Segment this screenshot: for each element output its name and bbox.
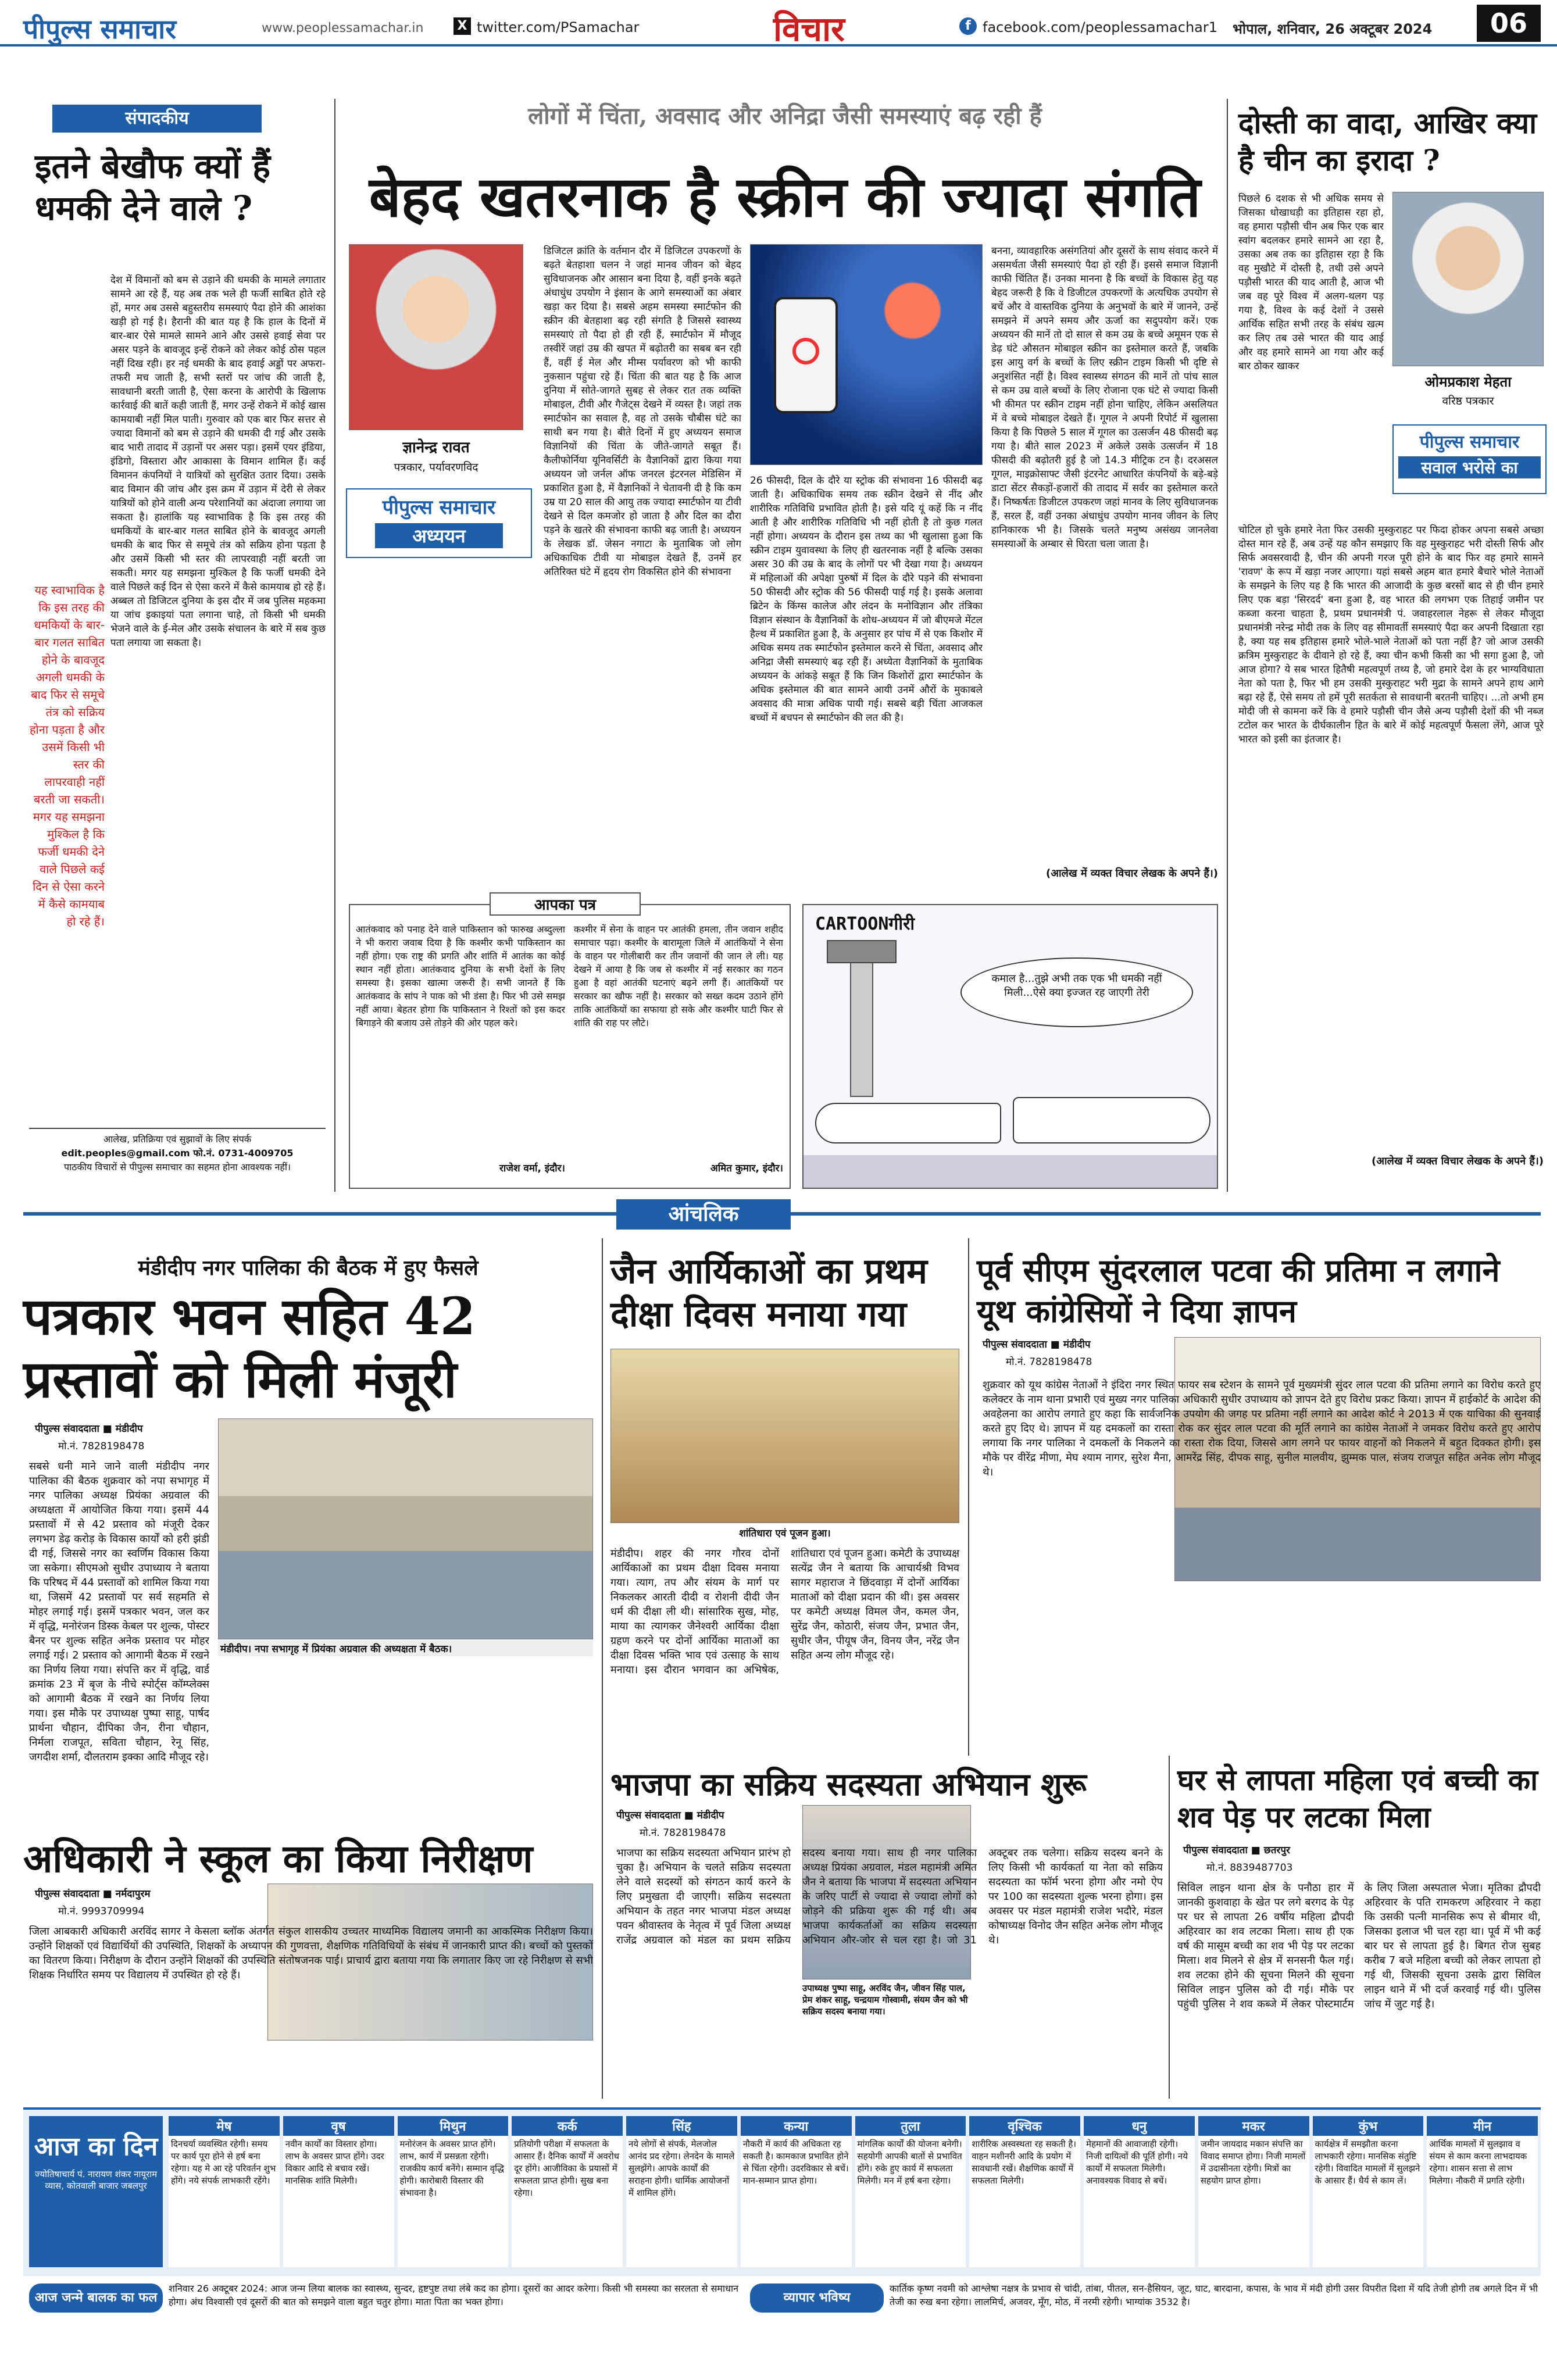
rashi-name: सिंह <box>626 2116 737 2136</box>
lead-column-2: 26 फीसदी, दिल के दौरे या स्ट्रोक की संभावना 16 फीसदी बढ़ जाती है। अधिकाधिक समय तक स्क्रीन देखने से नींद और शारीरिक गतिविधि प्रभावित होती है। इसे यदि यूं कहें कि न नींद आती है और शारीरिक गतिविधि भी नहीं होती है तो कुछ गलत नहीं होगा। अध्ययन के दौरान इस तथ्य का भी खुलासा हुआ कि स्क्रीन टाइम युवावस्था के लिए ही खतरनाक नहीं है बल्कि उसका असर 30 की उम्र के बाद के लोगों पर भी देखा गया है। अध्ययन में महिलाओं की अपेक्षा पुरुषों में दिल के दौरे पड़ने की संभावना 50 फीसदी और स्ट्रोक की 56 फीसदी पाई गई है। इसके अलावा ब्रिटेन के किंग्स कालेज और लंदन के मनोविज्ञान और तंत्रिका विज्ञान संस्थान के वैज्ञानिकों के शोध-अध्ययन में जो बीएमजे मेंटल हैल्थ में प्रकाशित हुआ है, के अनुसार हर पांच में से एक किशोर में अधिक समय तक स्मार्टफोन इस्तेमाल करने से चिंता, अवसाद और अनिद्रा जैसी समस्याएं बढ़ रही हैं। अध्येता वैज्ञानिकों के मुताबिक अध्ययन के आंकड़े सबूत हैं कि जिन किशोरों द्वारा स्मार्टफोन के अधिक इस्तेमाल की बात सामने आयी उनमें औरों के मुकाबले अवसाद की मात्रा अधिक पायी गई। सबसे बड़ी चिंता आजकल बच्चों में बचपन से स्मार्टफोन की लत की है। <box>750 475 983 724</box>
rashi-name: मिथुन <box>398 2116 509 2136</box>
author-role: पत्रकार, पर्यावरणविद <box>394 461 478 474</box>
rashi-text: दिनचर्या व्यवस्थित रहेगी। समय पर कार्य पूरा होने से हर्ष बना रहेगा। यह मे आ रहे परिवर्तन शुभ होंगे। नये संपर्क लाभकारी रहेंगे। <box>171 2139 276 2186</box>
rashi-text: जमीन जायदाद मकान संपत्ति का विवाद समाप्त होगा। निजी मामलों में उदासीनता रहेगी। मित्रों का सहयोग प्राप्त होगा। <box>1200 2139 1306 2186</box>
rashi-scorpio <box>969 2116 1080 2267</box>
story1-photo <box>218 1418 593 1639</box>
rashi-text: प्रतियोगी परीक्षा में सफलता के आसार हैं। दैनिक कार्यों में अवरोध दूर होंगे। आजीविका के प्रयासों में सफलता प्राप्त होगी। सुख बना रहेगा। <box>514 2139 619 2198</box>
contact-line-3: पाठकीय विचारों से पीपुल्स समाचार का सहमत होना आवश्यक नहीं। <box>63 1162 291 1173</box>
horoscope-grid <box>169 2116 1538 2267</box>
rashi-name: कन्या <box>741 2116 852 2136</box>
section-title: विचार <box>773 9 845 49</box>
story5-caption: उपाध्यक्ष पुष्पा साहू, अरविंद जैन, जीवन सिंह पाल, प्रेम शंकर साहू, चन्द्रयाम गोस्वामी, संयम जैन को भी सक्रिय सदस्य बनाया गया। <box>802 1983 968 2017</box>
rashi-text: आर्थिक मामलों में सुलझाव व संयम से काम करना लाभदायक रहेगा। शासन सत्ता से लाभ मिलेगा। नौकरी में प्रगति रहेगी। <box>1429 2139 1527 2186</box>
rashi-text: मांगलिक कार्यों की योजना बनेगी। सहयोगी आपकी बातों से प्रभावित होंगे। रुके हुए कार्य में सफलता मिलेगी। मन में हर्ष बना रहेगा। <box>857 2139 962 2186</box>
rashi-capricorn <box>1198 2116 1309 2267</box>
rashi-name: वृश्चिक <box>969 2116 1080 2136</box>
rashi-cancer <box>512 2116 623 2267</box>
story5-headline: भाजपा का सक्रिय सदस्यता अभियान शुरू <box>610 1766 1087 1803</box>
story1-kicker: मंडीदीप नगर पालिका की बैठक में हुए फैसले <box>138 1256 478 1280</box>
study-tag-box <box>346 488 532 558</box>
story2-photo <box>610 1349 959 1523</box>
rashi-name: वृष <box>283 2116 394 2136</box>
letter-1: आतंकवाद को पनाह देने वाले पाकिस्तान को फारुख अब्दुल्ला ने भी करारा जवाब दिया है कि कश्मीर कभी पाकिस्तान का नहीं होगा। एक राष्ट्र की प्रगति और शांति में आतंक का कोई स्थान नहीं होता। आतंकवाद दुनिया के सभी देशों के लिए समस्या है। इसका खात्मा जरूरी है। सभी जानते हैं कि आतंकवाद के सांप ने पाक को भी डंसा है। फिर भी उसे समझ नहीं आया। बेहतर होगा कि पाकिस्तान ने रिश्तों को इस कदर बिगाड़ने की बजाय उसे तोड़ने की ओर पहल करे। <box>356 924 565 1028</box>
horoscope-title: आज का दिन <box>34 2132 158 2161</box>
rashi-text: कार्यक्षेत्र में समझौता करना लाभकारी रहेगा। मानसिक संतुष्टि रहेगी। विवादित मामलों में सुलझने के आसार हैं। धैर्य से काम लें। <box>1315 2139 1420 2186</box>
story1-body: सबसे धनी माने जाने वाली मंडीदीप नगर पालिका की बैठक शुक्रवार को नपा सभागृह में नगर पालिका अध्यक्ष प्रियंका अग्रवाल की अध्यक्षता में आयोजित किया गया। इसमें 44 प्रस्तावों में से 42 प्रस्ताव को मंजूरी देकर लगभग डेढ़ करोड़ के विकास कार्यों को हरी झंडी दी गई, जिससे नगर का स्वर्णिम विकास किया जा सकेगा। सीएमओ सुधीर उपाध्याय ने बताया कि परिषद में 44 प्रस्तावों को शामिल किया गया था, जिसमें 42 प्रस्तावों पर सर्व सहमति से मोहर लगाई गई। इसमें पत्रकार भवन, जल कर में वृद्धि, मनोरंजन डिस्क केबल पर शुल्क, पोस्टर बैनर पर शुल्क सहित अनेक प्रस्ताव पर मोहर लगाई गई। 2 प्रस्ताव को आगामी बैठक में रखने का निर्णय लिया गया। संपत्ति कर में वृद्धि, वार्ड क्रमांक 23 में बृज के नीचे स्पोर्ट्स कॉम्प्लेक्स को आगामी बैठक में रखने का निर्णय लिया गया। इस मौके पर उपाध्यक्ष पुष्पा साहू, पार्षद प्रार्थना चौहान, दीपिका जैन, रीना चौहान, निर्मला राजपूत, सविता चौहान, रेनू सिंह, जगदीश शर्मा, दौलतराम इक्का आदि मौजूद रहे। <box>29 1460 209 1763</box>
lead-disclaimer: (आलेख में व्यक्त विचार लेखक के अपने हैं।) <box>1046 867 1218 880</box>
story3-byline: पीपुल्स संवाददाता ■ मंडीदीप <box>983 1339 1091 1350</box>
contact-line-1: आलेख, प्रतिक्रिया एवं सुझावों के लिए संपर्क <box>103 1134 252 1145</box>
control-tower <box>850 952 873 1097</box>
story4-phone: मो.नं. 9993709994 <box>58 1906 145 1917</box>
story4-byline: पीपुल्स संवाददाता ■ नर्मदापुरम <box>35 1888 151 1900</box>
story1-phone: मो.नं. 7828198478 <box>58 1441 145 1452</box>
rashi-name: मेष <box>169 2116 280 2136</box>
question-tag-box <box>1392 424 1547 494</box>
letters-box <box>349 896 791 1189</box>
story1-caption: मंडीदीप। नपा सभागृह में प्रियंका अग्रवाल की अध्यक्षता में बैठक। <box>218 1641 593 1656</box>
right-headline: दोस्ती का वादा, आखिर क्या है चीन का इरादा ? <box>1238 106 1537 177</box>
right-author-name: ओमप्रकाश मेहता <box>1424 374 1512 390</box>
x-icon: X <box>453 17 471 35</box>
story2-body: मंडीदीप। शहर की नगर गौरव दोनों आर्यिकाओं का प्रथम दीक्षा दिवस मनाया गया। त्याग, तप और संयम के मार्ग पर निकलकर आरती दीदी व रोशनी दीदी जैन धर्म की दीक्षा ली थी। सांसारिक सुख, मोह, माया का त्यागकर जैनेश्वरी आर्यिका दीक्षा ग्रहण करने पर दोनों आर्यिका माताओं का दीक्षा दिवस भक्ति भाव एवं उत्साह के साथ मनाया। इस दौरान भगवान का अभिषेक, शांतिधारा एवं पूजन हुआ। कमेटी के उपाध्यक्ष सत्येंद्र जैन ने बताया कि आचार्यश्री विभव सागर महाराज ने छिंदवाड़ा में दोनों आर्यिका माताओं को दीक्षा प्रदान की थी। इस अवसर पर कमेटी अध्यक्ष विमल जैन, कमल जैन, सुरेंद्र जैन, कोठारी, संजय जैन, प्रभात जैन, सुधीर जैन, पीयूष जैन, विनय जैन, नरेंद्र जैन सहित अन्य लोग मौजूद रहे। <box>610 1548 959 1676</box>
twitter-link[interactable]: twitter.com/PSamachar <box>477 19 640 35</box>
column-divider <box>602 1238 603 2099</box>
rashi-text: मेहमानों की आवाजाही रहेगी। निजी दायित्वों की पूर्ति होगी। नये कार्यों में सफलता मिलेगी। अनावश्यक विवाद से बचें। <box>1086 2139 1188 2186</box>
control-tower-top <box>827 940 897 963</box>
lead-kicker: लोगों में चिंता, अवसाद और अनिद्रा जैसी समस्याएं बढ़ रही हैं <box>528 102 1042 130</box>
rashi-pisces <box>1427 2116 1538 2267</box>
story6-byline: पीपुल्स संवाददाता ■ छतरपुर <box>1183 1845 1290 1856</box>
rashi-virgo <box>741 2116 852 2267</box>
rashi-name: कुंभ <box>1313 2116 1424 2136</box>
right-author-photo <box>1392 192 1544 366</box>
lead-column-1: डिजिटल क्रांति के वर्तमान दौर में डिजिटल उपकरणों के बढ़ते बेतहाशा चलन ने जहां मानव जीवन को बेहद सुविधाजनक और आसान बना दिया है, वहीं इनके बढ़ते अंधाधुंध उपयोग ने इंसान के आगे समस्याओं का अंबार खड़ा कर दिया है। सबसे अहम समस्या स्मार्टफोन की स्क्रीन की बेतहाशा बढ़ रही संगति है जिससे स्वास्थ्य समस्याएं तो पैदा हो ही रही हैं, स्मार्टफोन में मौजूद तस्वीरें जहां उम्र की खपत में बढ़ोतरी का सबब बन रही हैं, वहीं ई मेल और मीम्स पर्यावरण को भी काफी नुकसान पहुंचा रहे हैं। चिंता की बात यह है कि आज दुनिया में सोते-जागते सुबह से लेकर रात तक व्यक्ति मोबाइल, टीवी और गैजेट्स देखने में व्यस्त है। जहां तक स्मार्टफोन का सवाल है, वह तो उसके चौबीस घंटे का साथी बन गया है। बीते दिनों में हुए अध्ययन समाज विज्ञानियों की चिंता के जीते-जागते सबूत हैं। कैलीफोर्निया यूनिवर्सिटी के वैज्ञानिकों द्वारा किया गया अध्ययन जो जर्नल ऑफ जनरल इंटरनल मेडिसिन में प्रकाशित हुआ है, में वैज्ञानिकों ने चेतावनी दी है कि कम उम्र या 20 साल की आयु तक ज्यादा स्मार्टफोन या टीवी देखने से दिल कमजोर हो जाता है और दिल का दौरा पड़ने के खतरे की संभावना काफी बढ़ जाती है। अध्ययन के लेखक डॉ. जेसन नगाटा के मुताबिक जो लोग अधिकाधिक टीवी या मोबाइल देखते हैं, उनमें हर अतिरिक्त घंटे में हृदय रोग विकसित होने की संभावना <box>544 245 741 578</box>
right-disclaimer: (आलेख में व्यक्त विचार लेखक के अपने हैं।) <box>1372 1155 1544 1167</box>
question-tag-brand: पीपुल्स समाचार <box>1419 432 1520 452</box>
rashi-aries <box>169 2116 280 2267</box>
wifi-icon <box>792 338 819 364</box>
rashi-name: तुला <box>855 2116 966 2136</box>
letters-title: आपका पत्र <box>490 892 641 916</box>
rashi-text: नये लोगों से संपर्क, मेलजोल आनंद प्रद रहेगा। लेनदेन के मामले सुलझेंगे। आपके कार्यों की सराहना होगी। धार्मिक आयोजनों में शामिल होंगे। <box>628 2139 735 2198</box>
story2-caption: शांतिधारा एवं पूजन हुआ। <box>739 1528 831 1539</box>
cartoon-title: CARTOONगीरी <box>815 914 915 934</box>
facebook-icon: f <box>959 17 977 35</box>
right-body-2: चोटिल हो चुके हमारे नेता फिर उसकी मुस्कुराहट पर फिदा होकर अपना सबसे अच्छा दोस्त मान रहे हैं, अब उन्हें यह कौन समझाए कि वह मुस्कुराहट भरी दोस्ती सिर्फ और सिर्फ अवसरवादी है, चीन की अपनी गरज पूरी होने के बाद फिर वह हमारे सामने 'रावण' के रूप में खड़ा नजर आएगा। यहां सबसे अहम बात हमारे बैचारे भोले नेताओं के समझने के लिए यह है कि भारत की आजादी के कुछ बरसों बाद से ही चीन हमारे लिए एक बड़ा 'सिरदर्द' बना हुआ है, वह भारत की लगभग एक तिहाई जमीन पर कब्जा करना चाहता है, प्रथम प्रधानमंत्री पं. जवाहरलाल नेहरू से लेकर मौजूदा प्रधानमंत्री नरेन्द्र मोदी तक के लिए वह सीमावर्ती समस्याएं पैदा कर अपनी दिखाता रहा है, क्या यह सब इतिहास हमारे भोले-भाले नेताओं को पता नहीं है? जो आज उसकी क्रत्रिम मुस्कुराहट के दीवाने हो रहे हैं, क्या चीन कभी किसी का भी सगा हुआ है, जो आज होगा? ये सब भारत हितैषी महत्वपूर्ण तथ्य है, जो हमारे देश के हर भाग्यविधाता नेता को पता है, फिर भी हम उसकी मुस्कुराहट भरी मुद्रा के सामने अपने हाथ आगे बढ़ा रहे हैं, ऐसे समय तो हमें पूरी सतर्कता से सावधानी बरतनी चाहिए। ...तो अभी हम मोदी जी से कामना करें कि वे हमारे पड़ौसी चीन जैसे अन्य पड़ौसी देशों की भी नब्ज टटोल कर भारत के दीर्घकालीन हित के बारे में कोई महत्वपूर्ण फैसला लेंगे, आज पूरे भारत को इसी का इंतजार है। <box>1238 524 1544 745</box>
rashi-name: धनु <box>1084 2116 1195 2136</box>
story6-body: सिविल लाइन थाना क्षेत्र के पनौठा हार में जानकी कुशवाहा के खेत पर लगे बरगद के पेड़ पर घर से लापता 26 वर्षीय महिला द्रौपदी अहिरवार का शव लटका मिला। साथ ही एक वर्ष की मासूम बच्ची का शव भी पेड़ पर लटका मिला। शव मिलने से क्षेत्र में सनसनी फैल गई। शव लटका होने की सूचना मिलने की सूचना सिविल लाइन पुलिस को दी गई। मौके पर पहुंची पुलिस ने शव कब्जे में लेकर पोस्टमार्टम के लिए जिला अस्पताल भेजा। मृतिका द्रौपदी अहिरवार के पति रामकरण अहिरवार ने कहा कि उसकी पत्नी मानसिक रूप से बीमार थी, जिसका इलाज भी चल रहा था। पूर्व में भी कई बार घर से लापता हुई है। बिगत रोज सुबह करीब 7 बजे महिला बच्ची को लेकर लापता हो गई थी, जिसकी सूचना उसके द्वारा सिविल लाइन थाने में भी दर्ज करवाई गई थी। पुलिस जांच में जुट गई है। <box>1177 1882 1541 2010</box>
cartoon-speech: कमाल है...तुझे अभी तक एक भी धमकी नहीं मिली...ऐसे क्या इज्जत रह जाएगी तेरी <box>991 973 1162 999</box>
rashi-gemini <box>398 2116 509 2267</box>
story1-byline: पीपुल्स संवाददाता ■ मंडीदीप <box>35 1423 143 1435</box>
trade-label: व्यापार भविष्य <box>750 2283 884 2313</box>
story4-body: जिला आबकारी अधिकारी अरविंद सागर ने केसला ब्लॉक अंतर्गत संकुल शासकीय उच्चतर माध्यमिक विद्यालय जमानी का आकस्मिक निरीक्षण किया। उन्होंने शिक्षकों एवं विद्यार्थियों की उपस्थिति, शिक्षकों के अध्यापन की गुणवत्ता, शैक्षणिक गतिविधियों के संबंध में जानकारी प्राप्त की। बच्चों को पुस्तकों का वितरण किया। निरीक्षण के दौरान उन्होंने शिक्षकों की उपस्थिति संतोषजनक पाई। प्राचार्य द्वारा बताया गया कि लगातार किए जा रहे निरीक्षण से सभी शिक्षक निर्धारित समय पर विद्यालय में उपस्थित हो रहे हैं। <box>29 1925 593 1981</box>
rashi-name: मकर <box>1198 2116 1309 2136</box>
column-divider <box>1169 1756 1170 2099</box>
story1-body-cont <box>218 1663 593 1831</box>
regional-banner: आंचलिक <box>616 1199 791 1230</box>
story4-headline: अधिकारी ने स्कूल का किया निरीक्षण <box>23 1836 533 1881</box>
story1-headline: पत्रकार भवन सहित 42 प्रस्तावों को मिली मंजूरी <box>23 1286 476 1409</box>
rashi-leo <box>626 2116 737 2267</box>
lead-headline: बेहद खतरनाक है स्क्रीन की ज्यादा संगति <box>369 164 1201 230</box>
right-body-1: पिछले 6 दशक से भी अधिक समय से जिसका धोखाधड़ी का इतिहास रहा हो, वह हमारा पड़ौसी चीन अब फिर एक बार स्वांग बदलकर हमारे सामने आ रहा है, उसका अब तक का इतिहास रहा है कि वह मुखौटे में दोस्ती है, तथी उसे अपने पड़ौसी भारत की याद आती है, आज भी जब वह पूरे विश्व में अलग-थलग पड़ गया है, विश्व के कई देशों ने उससे आर्थिक सहित सभी तरह के संबंध खत्म कर लिए तब उसे भारत की याद आई और वह हमारे सामने आ गया और कई बार ठोकर खाकर <box>1238 193 1384 372</box>
rashi-taurus <box>283 2116 394 2267</box>
story5-byline: पीपुल्स संवाददाता ■ मंडीदीप <box>616 1810 724 1821</box>
brand-logo: पीपुल्स समाचार <box>23 13 177 45</box>
airplane-right <box>1013 1097 1210 1143</box>
horoscope-astrologer: ज्योतिषाचार्य पं. नारायण शंकर नायूराम व्यास, कोतवाली बाजार जबलपुर <box>34 2169 158 2191</box>
editorial-pullquote: यह स्वाभाविक है कि इस तरह की धमकियों के बार-बार गलत साबित होने के बावजूद अगली धमकी के बाद फिर से समूचे तंत्र को सक्रिय होना पड़ता है और उसमें किसी भी स्तर की लापरवाही नहीं बरती जा सकती। मगर यह समझना मुश्किल है कि फर्जी धमकी देने वाले पिछले कई दिन से ऐसा करने में कैसे कामयाब हो रहे हैं। <box>29 583 105 928</box>
story2-headline: जैन आर्यिकाओं का प्रथम दीक्षा दिवस मनाया गया <box>610 1251 928 1335</box>
rashi-name: मीन <box>1427 2116 1538 2136</box>
rashi-aquarius <box>1313 2116 1424 2267</box>
letter-2: कश्मीर में सेना के वाहन पर आतंकी हमला, तीन जवान शहीद समाचार पढ़ा। कश्मीर के बारामूला जिले में आतंकियों ने सेना के वाहन पर गोलीबारी कर तीन जवानों की जान ले ली। यह देखने में आया है कि जब से कश्मीर में नई सरकार का गठन हुआ है वहां आतंकी घटनाएं बढ़ने लगी हैं। आतंकियों पर सरकार का खौफ नहीं है। सरकार को सख्त कदम उठाने होंगे ताकि आतंकियों का सफाया हो सके और कश्मीर घाटी फिर से शांति की राह पर लौटे। <box>574 924 783 1028</box>
story5-phone: मो.नं. 7828198478 <box>640 1827 726 1839</box>
letter-2-author: अमित कुमार, इंदौर। <box>710 1163 783 1174</box>
contact-line-2: edit.peoples@gmail.com फो.नं. 0731-4009705 <box>61 1148 294 1159</box>
story6-headline: घर से लापता महिला एवं बच्ची का शव पेड़ पर लटका मिला <box>1177 1763 1538 1834</box>
rashi-text: शारीरिक अस्वस्थता रह सकती है। वाहन मशीनरी आदि के प्रयोग में सावधानी रखें। शैक्षणिक कार्यों में सफलता मिलेगी। <box>972 2139 1077 2186</box>
horoscope-title-box <box>29 2116 163 2267</box>
rashi-text: नौकरी में कार्य की अधिकता रह सकती है। कामकाज प्रभावित होने से चिंता रहेगी। उदरविकार से बचें। मान-सम्मान प्राप्त होगा। <box>742 2139 849 2186</box>
lead-column-3: बनना, व्यावहारिक असंगतियां और दूसरों के साथ संवाद करने में असमर्थता जैसी समस्याएं पैदा हो रही हैं। इससे समाज विज्ञानी काफी चिंतित हैं। उनका मानना है कि बच्चों के विकास हेतु यह बेहद जरूरी है कि वे डिजीटल उपकरणों के अत्यधिक उपयोग से बचें और वे वास्तविक दुनिया के अनुभवों के बारे में जानने, उन्हें समझने में अपने समय और ऊर्जा का सदुपयोग करें। एक अध्ययन की मानें तो दो साल से कम उम्र के बच्चे अमूमन एक से डेढ़ घंटे औसतन मोबाइल स्क्रीन का इस्तेमाल करते हैं, जबकि इस आयु वर्ग के बच्चों के लिए स्क्रीन टाइम किसी भी दृष्टि से अनुशंसित नहीं है। विश्व स्वास्थ्य संगठन की मानें तो पांच साल से कम उम्र वाले बच्चों के लिए रोजाना एक घंटे से ज्यादा किसी भी कीमत पर स्क्रीन टाइम नहीं होना चाहिए, लेकिन असलियत में वे बच्चे मोबाइल देखते हैं। गूगल ने अपनी रिपोर्ट में खुलासा किया है कि पिछले 5 साल में गूगल का उत्सर्जन 48 फीसदी बढ़ गया है। बीते साल 2023 में अकेले उसके उत्सर्जन में 18 फीसदी की बढ़ोतरी हुई है जो 14.3 मीट्रिक टन है। दरअसल गूगल, माइक्रोसाफ्ट जैसी इंटरनेट आधारित कंपनियों के बड़े-बड़े डाटा सेंटर सैकड़ों-हजारों की तादाद में सर्वर का इस्तेमाल करते हैं। निष्कर्षतः डिजीटल उपकरण जहां मानव के लिए सुविधाजनक हैं, सरल हैं, वहीं उनका अंधाधुंध उपयोग मानव जीवन के लिए हानिकारक भी है। जिसके चलते मनुष्य असंख्य जानलेवा समस्याओं के अम्बार से घिरता चला जाता है। <box>991 245 1218 550</box>
editorial-body: देश में विमानों को बम से उड़ाने की धमकी के मामले लगातार सामने आ रहे हैं, यह अब तक भले ही फर्जी साबित होते रहे हों, मगर अब उससे बहुस्तरीय समस्याएं पैदा होने की आशंका खड़ी हो गई है। हैरानी की बात यह है कि हाल के दिनों में बार-बार ऐसे मामले सामने आने और उससे हवाई सेवा पर असर पड़ने के बावजूद इन्हें रोकने को लेकर कोई ठोस पहल नहीं दिख रही। हर नई धमकी के बाद हवाई अड्डों पर अफरा-तफरी मच जाती है, सभी स्तरों पर जांच की जाती है, सावधानी बरती जाती है, ऐसा करना के आरोपी के खिलाफ कार्रवाई की बातें कही जाती हैं, मगर उन्हें रोकने में कोई खास कामयाबी नहीं मिल पाती। गुरुवार को एक बार फिर सत्तर से ज्यादा विमानों को बम से उड़ाने की धमकी दी गई और उसके बाद भारी तादाद में उड़ानों पर असर पड़ा। इसमें एयर इंडिया, इंडिगो, विस्तारा और आकासा के विमान शामिल हैं। कई विमानन कंपनियों ने यात्रियों को सुरक्षित उतार दिया। उसके बाद विमान की जांच और इस क्रम में उड़ान में देरी से लेकर यात्रियों को होने वाली अन्य परेशानियों का अंदाजा लगाया जा सकता है। हालांकि यह स्वाभाविक है कि इस तरह की धमकियों के बार-बार गलत साबित होने के बावजूद अगली धमकी के बाद फिर से समूचे तंत्र को सक्रिय होना पड़ता है और उसमें किसी भी स्तर की लापरवाही नहीं बरती जा सकती। मगर यह समझना मुश्किल है कि फर्जी धमकी देने वाले पिछले कई दिन से ऐसा करने में कैसे कामयाब हो रहे हैं। अब्बल तो डिजिटल दुनिया के इस दौर में जब पुलिस महकमा या जांच इकाइयां पता लगाना चाहे, तो किसी भी धमकी भेजने वाले के ई-मेल और उसके संचालन के बारे में सब कुछ पता लगाया जा सकता है। <box>110 274 326 649</box>
study-tag: अध्ययन <box>375 523 503 548</box>
story6-phone: मो.नं. 8839487703 <box>1206 1862 1293 1874</box>
author-photo <box>349 244 523 430</box>
rashi-text: नवीन कार्यों का विस्तार होगा। लाभ के अवसर प्राप्त होंगे। उदर विकार आदि से बचाव रखें। मानसिक शांति मिलेगी। <box>285 2139 384 2186</box>
study-tag-brand: पीपुल्स समाचार <box>382 496 496 519</box>
lead-illustration <box>750 244 983 465</box>
column-divider <box>1227 99 1228 1192</box>
rashi-name: कर्क <box>512 2116 623 2136</box>
masthead <box>0 0 1557 47</box>
runway <box>804 1155 1217 1188</box>
story5-body: भाजपा का सक्रिय सदस्यता अभियान प्रारंभ हो चुका है। अभियान के चलते सक्रिय सदस्यता लेने वाले सदस्यों को संगठन कार्य करने के लिए प्रमुखता दी जाएगी। सक्रिय सदस्यता अभियान के तहत नगर भाजपा मंडल अध्यक्ष पवन श्रीवास्तव के नेतृत्व में पूर्व जिला अध्यक्ष राजेंद्र अग्रवाल को मंडल का प्रथम सक्रिय सदस्य बनाया गया। साथ ही नगर पालिका अध्यक्ष प्रियंका अग्रवाल, मंडल महामंत्री अमित जैन ने बताया कि भाजपा में सदस्यता अभियान के जरिए पार्टी से ज्यादा से ज्यादा लोगों को जोड़ने की प्रक्रिया शुरू की गई थी। अब भाजपा कार्यकर्ताओं का सक्रिय सदस्यता अभियान और-जोर से चल रहा है। जो 31 अक्टूबर तक चलेगा। सक्रिय सदस्य बनने के लिए किसी भी कार्यकर्ता या नेता को सक्रिय सदस्यता का फॉर्म भरना होगा और नमो ऐप पर 100 का सदस्यता शुल्क भरना होगा। इस अवसर पर मंडल महामंत्री राजेश भदौरे, मंडल कोषाध्यक्ष विनोद जैन सहित अनेक लोग मौजूद थे। <box>616 1847 1163 1946</box>
editorial-contact <box>29 1128 326 1174</box>
column-divider <box>968 1238 969 1756</box>
story3-phone: मो.नं. 7828198478 <box>1006 1356 1092 1368</box>
trade-text: कार्तिक कृष्ण नवमी को आश्लेषा नक्षत्र के प्रभाव से चांदी, तांबा, पीतल, सन-हैसियन, जूट, घाट, बारदाना, कपास, के भाव में मंदी होगी उसर विपरीत दिशा में यदि तेजी होगी तब अगले दिन में भी तेजी का रुख बना रहेगा। लालमिर्च, अजवर, मूँग, मोठ, में नरमी रहेगी। भाग्यांक 3532 है। <box>890 2283 1538 2307</box>
right-author-role: वरिष्ठ पत्रकार <box>1442 395 1494 408</box>
editorial-headline: इतने बेखौफ क्यों हैं धमकी देने वाले ? <box>35 146 271 228</box>
cartoon-box <box>802 904 1218 1189</box>
story3-body: शुक्रवार को यूथ कांग्रेस नेताओं ने इंदिरा नगर स्थित फायर सब स्टेशन के सामने पूर्व मुख्यमंत्री सुंदर लाल पटवा की प्रतिमा लगाने का विरोध करते हुए कलेक्टर के नाम थाना प्रभारी एवं मुख्य नगर पालिका अधिकारी सुधीर उपाध्याय को ज्ञापन देते हुए विरोध प्रकट किया। ज्ञापन में हाईकोर्ट के आदेश की अवहेलना का आरोप लगाते हुए कहा कि सार्वजनिक उपयोग की जगह पर प्रतिमा नहीं लगाने का आदेश कोर्ट ने 2013 में एक याचिका की सुनवाई करते हुए दिए थे। ज्ञापन में यह दमकलों का रास्ता रोक कर सुंदर लाल पटवा की मूर्ति लगाने का कांग्रेस नेताओं ने जमकर विरोध करते हुए आरोप लगाया कि नगर पालिका ने दमकलों के निकलने का रास्ता रोक दिया, जिससे आग लगने पर फायर वाहनों को निकलने में बहुत दिक्कत होगी। इस मौके पर वीरेंद्र मीणा, मेघ श्याम नागर, सुरेश मैना, आमरेंद्र सिंह, दीपक साहू, सुनील मालवीय, झुम्मक पाल, संजय राजपूत सहित अनेक लोग मौजूद थे। <box>983 1379 1541 1478</box>
website-link[interactable]: www.peoplessamachar.in <box>262 21 424 35</box>
airplane-left <box>815 1103 1001 1143</box>
rashi-libra <box>855 2116 966 2267</box>
story3-headline: पूर्व सीएम सुंदरलाल पटवा की प्रतिमा न लगाने यूथ कांग्रेसियों ने दिया ज्ञापन <box>977 1252 1500 1330</box>
dateline: भोपाल, शनिवार, 26 अक्टूबर 2024 <box>1233 21 1433 37</box>
rashi-sagittarius <box>1084 2116 1195 2267</box>
rashi-text: मनोरंजन के अवसर प्राप्त होंगे। लाभ, कार्य में प्रसन्नता रहेगी। राजकीय कार्य बनेंगे। सम्मान वृद्धि होगी। कारोबारी विस्तार की संभावना है। <box>399 2139 504 2198</box>
letter-1-author: राजेश वर्मा, इंदौर। <box>499 1163 565 1174</box>
column-divider <box>334 99 335 1192</box>
question-tag: सवाल भरोसे का <box>1398 456 1541 478</box>
editorial-tag: संपादकीय <box>52 105 262 133</box>
author-name: ज्ञानेन्द्र रावत <box>402 439 470 456</box>
page-number: 06 <box>1477 5 1541 42</box>
birth-label: आज जन्मे बालक का फल <box>29 2283 163 2313</box>
facebook-link[interactable]: facebook.com/peoplessamachar1 <box>983 19 1217 35</box>
birth-text: शनिवार 26 अक्टूबर 2024: आज जन्म लिया बालक का स्वास्थ्य, सुन्दर, हृष्टपुष्ट तथा लंबे कद का होगा। दूसरों का आदर करेगा। किसी भी समस्या का सरलता से समाधान होगा। अंध विश्वासी एवं दूसरों की बात को समझने वाला बहुत चतुर होगा। माता पिता का भक्त होगा। <box>169 2283 738 2307</box>
